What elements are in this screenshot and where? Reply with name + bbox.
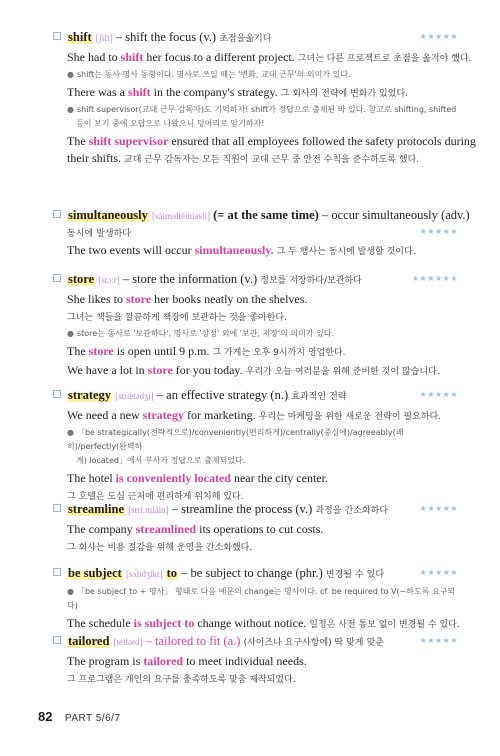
part-label: PART 5/6/7 bbox=[64, 713, 121, 724]
example-translation: 그 회사의 전략에 변화가 있었다. bbox=[280, 89, 408, 99]
example-text: change without notice. bbox=[197, 616, 307, 630]
example-translation-line bbox=[67, 538, 460, 557]
pronunciation: [sʌ́bdʒikt] bbox=[125, 569, 163, 579]
example-sentence bbox=[67, 49, 472, 68]
example-text: The bbox=[67, 134, 86, 148]
checkbox[interactable] bbox=[53, 504, 61, 512]
page-footer bbox=[38, 708, 121, 726]
entry-be-subject-to bbox=[50, 564, 460, 634]
headword: simultaneously bbox=[68, 208, 148, 222]
definition: – store the information (v.) bbox=[122, 272, 258, 286]
checkbox[interactable] bbox=[53, 32, 61, 40]
usage-note: ● store는 동사로 '보관하다', 명사로 '상점' 외에 '보관, 저장'의 의미가 있다. bbox=[67, 329, 335, 338]
note-text: 「be subject to + 명사」 형태로 다음 예문의 change는 명사이다. cf. be required to V(~하도록 요구되다) bbox=[67, 587, 456, 610]
pronunciation: [téilərd] bbox=[113, 637, 143, 647]
entry-heading bbox=[67, 28, 271, 48]
definition-korean-line bbox=[67, 224, 131, 242]
checkbox[interactable] bbox=[53, 568, 61, 576]
example-translation-line bbox=[67, 308, 460, 327]
headword: shift bbox=[68, 30, 92, 44]
example-highlight: streamlined bbox=[135, 522, 197, 536]
example-highlight: store bbox=[88, 344, 114, 358]
example-sentence bbox=[67, 521, 460, 538]
page-number: 82 bbox=[38, 709, 53, 724]
example-translation: 그 프로그램은 개인의 요구를 충족하도록 맞춤 제작되었다. bbox=[67, 675, 296, 685]
checkbox[interactable] bbox=[53, 390, 61, 398]
usage-note: ● 「be subject to + 명사」 형태로 다음 예문의 change는 명사이다. cf. be required to V(~하도록 요구되다) bbox=[67, 587, 456, 610]
example-text: for you today. bbox=[175, 363, 243, 377]
definition-korean-highlight: 맞춘 bbox=[366, 638, 385, 648]
example-sentence bbox=[67, 343, 460, 362]
headword-particle: to bbox=[166, 566, 177, 580]
headword: streamline bbox=[68, 502, 125, 516]
checkbox[interactable] bbox=[53, 210, 61, 218]
definition-korean-highlight: 옮기다 bbox=[245, 34, 272, 44]
example-text: to meet individual needs. bbox=[186, 654, 307, 668]
pronunciation: [stɔːr] bbox=[98, 275, 120, 285]
example-text: There was a bbox=[67, 85, 125, 99]
example-translation: 그녀는 책들을 깔끔하게 책장에 보관하는 것을 좋아한다. bbox=[67, 313, 287, 323]
entry-shift bbox=[50, 28, 476, 169]
entry-heading bbox=[67, 564, 384, 584]
example-text: The schedule bbox=[67, 616, 131, 630]
example-highlight: strategy bbox=[142, 408, 184, 422]
headword: tailored bbox=[68, 634, 110, 648]
pronunciation: [ʃift] bbox=[95, 33, 113, 43]
definition: – streamline the process (v.) bbox=[171, 502, 313, 516]
definition-korean: 발생하다 bbox=[96, 229, 131, 239]
example-highlight: store bbox=[147, 363, 173, 377]
definition: – occur simultaneously (adv.) bbox=[321, 208, 470, 222]
example-sentence bbox=[67, 470, 460, 487]
entry-streamline bbox=[50, 500, 460, 557]
importance-stars: ★★★★★ bbox=[419, 504, 458, 513]
definition-korean: (사이즈나 요구사항에) 딱 맞게 bbox=[243, 638, 364, 648]
example-text: The hotel bbox=[67, 471, 113, 485]
note-text: 게) located」에서 부사가 정답으로 출제되었다. bbox=[76, 456, 246, 465]
entry-heading bbox=[67, 270, 362, 290]
importance-stars: ★★★★★ bbox=[419, 568, 458, 577]
example-highlight: is subject to bbox=[133, 616, 195, 630]
example-translation: 그녀는 다른 프로젝트로 초점을 옮겨야 했다. bbox=[297, 54, 472, 64]
headword: be subject bbox=[68, 566, 122, 580]
example-translation: 그 두 행사는 동시에 발생할 것이다. bbox=[276, 247, 416, 257]
example-text: in the company's strategy. bbox=[153, 85, 278, 99]
example-highlight: is conveniently located bbox=[115, 471, 231, 485]
example-text: She had to bbox=[67, 50, 118, 64]
example-text: The company bbox=[67, 522, 133, 536]
example-sentence bbox=[67, 133, 476, 150]
importance-stars: ★★★★★ bbox=[419, 636, 458, 645]
example-translation: 우리는 마케팅을 위한 새로운 전략이 필요하다. bbox=[258, 412, 442, 422]
importance-stars: ★★★★★ bbox=[419, 32, 458, 41]
entry-store bbox=[50, 270, 460, 381]
example-text: We need a new bbox=[67, 408, 140, 422]
note-text: shift supervisor(교대 근무 감독자)도 기억하자! shift가 정답으로 출제된 바 있다. 참고로 shifting, shifted bbox=[76, 105, 457, 114]
example-highlight: simultaneously. bbox=[194, 243, 274, 257]
headword: strategy bbox=[68, 388, 112, 402]
checkbox[interactable] bbox=[53, 274, 61, 282]
example-text: her books neatly on the shelves. bbox=[154, 292, 308, 306]
example-highlight: shift bbox=[127, 85, 151, 99]
definition-korean: 초점을 bbox=[219, 34, 246, 44]
definition-korean-highlight: 간소화하다 bbox=[344, 506, 389, 516]
example-sentence bbox=[67, 362, 460, 381]
definition-korean-highlight: 를 저장하다/보관하다 bbox=[277, 276, 362, 286]
example-translation-line bbox=[67, 670, 460, 689]
example-translation: 교대 근무 감독자는 모든 직원이 교대 근무 중 안전 수칙을 준수하도록 했다. bbox=[124, 155, 420, 165]
note-text: shift는 동사·명사 동형이다. 명사로 쓰일 때는 '변화, 교대 근무'의 의미가 있다. bbox=[76, 70, 351, 79]
example-text: We have a lot in bbox=[67, 363, 145, 377]
example-text: The program is bbox=[67, 654, 141, 668]
entry-heading bbox=[67, 500, 388, 520]
definition-korean: 정보 bbox=[260, 276, 278, 286]
pronunciation: [sàiməltéiniəsli] bbox=[152, 211, 210, 221]
entry-tailored bbox=[50, 632, 460, 689]
example-translation: 그 호텔은 도심 근처에 편리하게 위치해 있다. bbox=[67, 492, 244, 502]
example-sentence bbox=[67, 84, 460, 103]
entry-simultaneously bbox=[50, 206, 470, 261]
example-highlight: tailored bbox=[143, 654, 184, 668]
example-sentence bbox=[67, 242, 460, 261]
definition-korean: 과정을 bbox=[315, 506, 342, 516]
synonym: (= at the same time) bbox=[213, 208, 319, 222]
pronunciation: [strǽtədʒi] bbox=[115, 391, 154, 401]
example-translation: 그 가게는 오후 9시까지 영업한다. bbox=[212, 348, 346, 358]
definition-korean-highlight: 전략 bbox=[329, 392, 347, 402]
pronunciation: [stríːmlàin] bbox=[128, 505, 169, 515]
importance-stars: ★★★★★★ bbox=[411, 274, 458, 283]
example-highlight: shift bbox=[120, 50, 144, 64]
definition: – tailored to fit (a.) bbox=[145, 634, 241, 648]
definition-korean-highlight: 동시에 bbox=[67, 229, 94, 239]
example-text: ensured that all employees followed the safety protocols during bbox=[171, 134, 476, 148]
example-translation: 우리가 오늘 여러분을 위해 준비한 것이 많습니다. bbox=[245, 367, 440, 377]
example-text: for marketing. bbox=[187, 408, 256, 422]
importance-stars: ★★★★★ bbox=[419, 227, 458, 236]
checkbox[interactable] bbox=[53, 636, 61, 644]
definition: – shift the focus (v.) bbox=[115, 30, 217, 44]
note-text: store는 동사로 '보관하다', 명사로 '상점' 외에 '보관, 저장'의 의미가 있다. bbox=[76, 329, 335, 338]
example-translation: 일정은 사전 통보 없이 변경될 수 있다. bbox=[309, 620, 460, 630]
example-sentence bbox=[67, 291, 460, 308]
usage-note: ● 「be strategically(전략적으로)/conveniently(편리하게)/centrally(중심에)/agreeably(쾌히)/perfectly(완벽하 게) located」에서 부사가 정답으로 출제되었다. bbox=[67, 426, 460, 468]
entry-heading bbox=[67, 632, 384, 652]
example-text: The bbox=[67, 344, 86, 358]
entry-heading bbox=[67, 206, 470, 225]
example-sentence-continued bbox=[67, 150, 460, 169]
usage-note: ● shift는 동사·명사 동형이다. 명사로 쓰일 때는 '변화, 교대 근무'의 의미가 있다. bbox=[67, 70, 351, 79]
example-text: She likes to bbox=[67, 292, 123, 306]
example-text: near the city center. bbox=[233, 471, 328, 485]
entry-heading bbox=[67, 386, 347, 406]
example-sentence bbox=[67, 653, 460, 670]
example-text: her focus to a different project. bbox=[146, 50, 295, 64]
example-text: its operations to cut costs. bbox=[199, 522, 324, 536]
headword: store bbox=[68, 272, 95, 286]
definition-korean: 효과적인 bbox=[291, 392, 327, 402]
entry-strategy bbox=[50, 386, 460, 506]
example-translation: 그 회사는 비용 절감을 위해 운영을 간소화했다. bbox=[67, 543, 253, 553]
example-text: their shifts. bbox=[67, 151, 121, 165]
note-text: 등이 보기 중에 오답으로 나왔으니 덩어리로 암기하자! bbox=[76, 119, 265, 128]
definition: – an effective strategy (n.) bbox=[156, 388, 289, 402]
note-text: 「be strategically(전략적으로)/conveniently(편리하게)/centrally(중심에)/agreeably(쾌히)/perfectly(완벽하 bbox=[67, 428, 404, 451]
definition-korean: 변경될 bbox=[325, 570, 352, 580]
example-text: is open until 9 p.m. bbox=[116, 344, 210, 358]
definition-korean-highlight: 수 있다 bbox=[355, 570, 385, 580]
example-highlight: shift supervisor bbox=[88, 134, 169, 148]
usage-note: ● shift supervisor(교대 근무 감독자)도 기억하자! shift가 정답으로 출제된 바 있다. 참고로 shifting, shifted 등이 보기 중에 오답으로 나왔으니 덩어리로 암기하자! bbox=[67, 103, 460, 131]
importance-stars: ★★★★★ bbox=[419, 390, 458, 399]
example-sentence bbox=[67, 407, 460, 426]
definition: – be subject to change (phr.) bbox=[181, 566, 323, 580]
example-highlight: store bbox=[126, 292, 152, 306]
example-text: The two events will occur bbox=[67, 243, 192, 257]
